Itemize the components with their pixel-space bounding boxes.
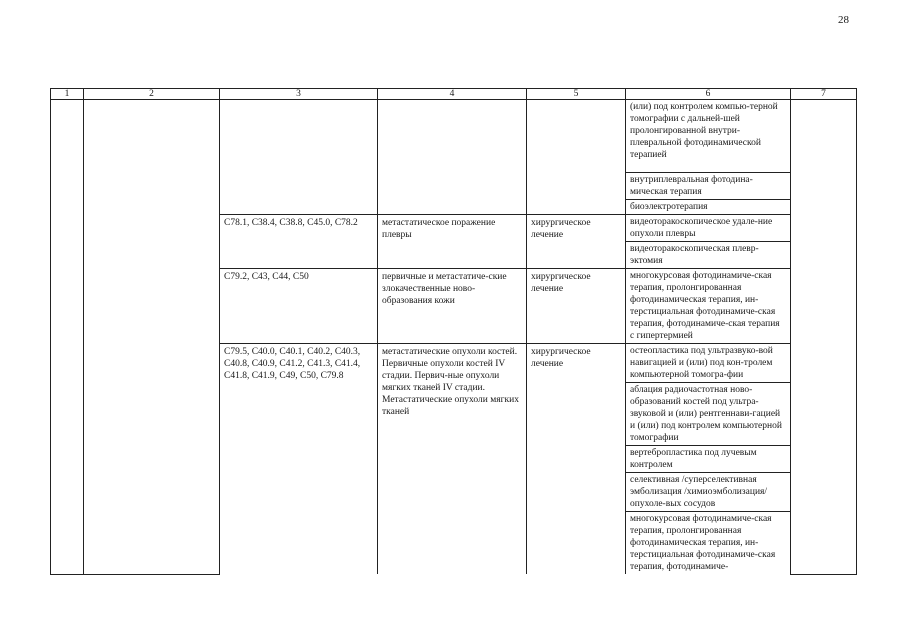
cell-icd-codes xyxy=(220,100,378,215)
column-header: 5 xyxy=(527,89,626,100)
page-number: 28 xyxy=(838,14,849,26)
method-item: биоэлектротерапия xyxy=(630,202,708,212)
cell-methods xyxy=(626,100,791,215)
method-item: видеоторакоскопическая плевр-эктомия xyxy=(630,244,759,266)
cell-number xyxy=(51,100,84,575)
cell-condition: метастатические опухоли костей. Первичные опухоли костей IV стадии. Первич-ные опухоли мягких тканей IV стадии. Метастатические опухоли мягких тканей xyxy=(378,344,527,575)
column-header: 1 xyxy=(51,89,84,100)
cell-condition xyxy=(378,100,527,215)
cell-treatment-type: хирургическое лечение xyxy=(527,344,626,575)
method-item: многокурсовая фотодинамиче-ская терапия, пролонгированная фотодинамическая терапия, ин-терстициальная фотодинамиче-ская терапия, фотодинамиче- xyxy=(630,514,776,572)
table-row xyxy=(51,100,857,215)
cell-treatment-type: хирургическое лечение xyxy=(527,215,626,269)
method-item: остеопластика под ультразвуко-вой навигацией и (или) под кон-тролем компьютерной томогра-фии xyxy=(626,344,790,383)
cell-notes xyxy=(791,100,857,575)
cell-condition: метастатическое поражение плевры xyxy=(378,215,527,269)
cell-methods xyxy=(626,269,791,344)
method-item: многокурсовая фотодинамиче-ская терапия, пролонгированная фотодинамическая терапия, ин-терстициальная фотодинамиче-ская терапия, фотодинамиче-ская терапия с гипертермией xyxy=(630,271,780,341)
cell-icd-codes: C79.2, C43, C44, C50 xyxy=(220,269,378,344)
method-item: (или) под контролем компью-терной томографии с дальней-шей пролонгированной внутри-плевральной фотодинамической терапией xyxy=(626,100,790,173)
cell-icd-codes: C79.5, C40.0, C40.1, C40.2, C40.3, C40.8, C40.9, C41.2, C41.3, C41.4, C41.8, C41.9, C49, C50, C79.8 xyxy=(220,344,378,575)
column-header: 4 xyxy=(378,89,527,100)
method-item: вертебропластика под лучевым контролем xyxy=(626,446,790,473)
method-item: видеоторакоскопическое удале-ние опухоли плевры xyxy=(626,215,790,242)
cell-treatment-type: хирургическое лечение xyxy=(527,269,626,344)
header-row xyxy=(51,89,857,100)
treatment-table xyxy=(50,88,857,575)
cell-icd-codes: C78.1, C38.4, C38.8, C45.0, C78.2 xyxy=(220,215,378,269)
cell-condition: первичные и метастатиче-ские злокачественные ново-образования кожи xyxy=(378,269,527,344)
method-item: аблация радиочастотная ново-образований костей под ультра-звуковой и (или) рентгеннави-гацией и (или) под контролем компьютерной томографии xyxy=(626,383,790,446)
cell-treatment-type xyxy=(527,100,626,215)
method-item: селективная /суперселективная эмболизация /химиоэмболизация/ опухоле-вых сосудов xyxy=(626,473,790,512)
cell-methods xyxy=(626,215,791,269)
column-header: 6 xyxy=(626,89,791,100)
column-header: 2 xyxy=(84,89,220,100)
method-item: внутриплевральная фотодина-мическая терапия xyxy=(626,173,790,200)
cell-methods xyxy=(626,344,791,575)
column-header: 3 xyxy=(220,89,378,100)
cell-profile xyxy=(84,100,220,575)
column-header: 7 xyxy=(791,89,857,100)
